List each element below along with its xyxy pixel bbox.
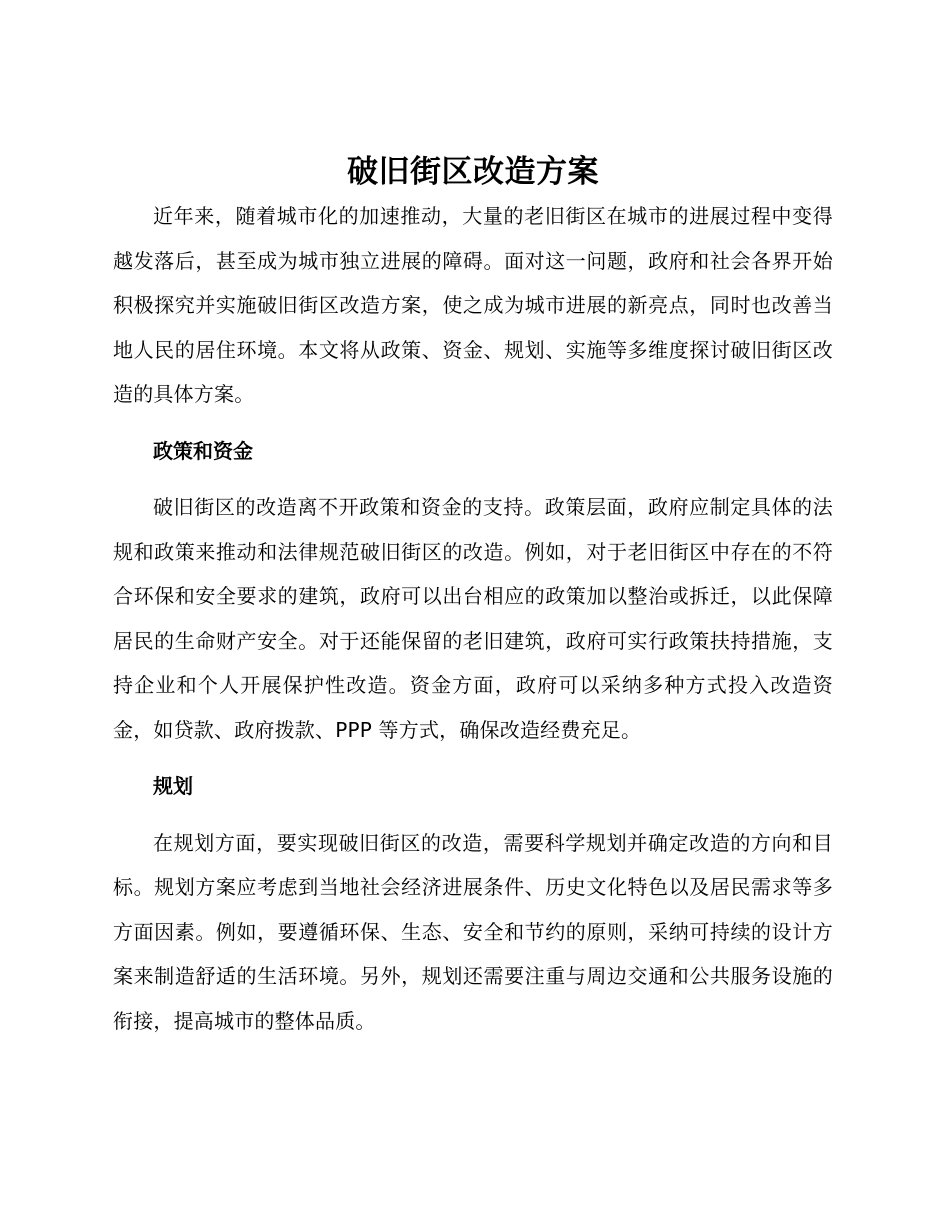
section-body-planning: 在规划方面，要实现破旧街区的改造，需要科学规划并确定改造的方向和目标。规划方案应考虑到当地社会经济进展条件、历史文化特色以及居民需求等多方面因素。例如，要遵循环保、生态、安全和节约的原则，采纳可持续的设计方案来制造舒适的生活环境。另外，规划还需要注重与周边交通和公共服务设施的衔接，提高城市的整体品质。 <box>113 830 833 1033</box>
section-gap <box>113 473 833 485</box>
document-page <box>113 150 833 1043</box>
section-gap <box>113 809 833 821</box>
section-gap <box>113 417 833 429</box>
section-gap <box>113 752 833 764</box>
section-body-policy-funding: 破旧街区的改造离不开政策和资金的支持。政策层面，政府应制定具体的法规和政策来推动和法律规范破旧街区的改造。例如，对于老旧街区中存在的不符合环保和安全要求的建筑，政府可以出台相应的政策加以整治或拆迁，以此保障居民的生命财产安全。对于还能保留的老旧建筑，政府可实行政策扶持措施，支持企业和个人开展保护性改造。资金方面，政府可以采纳多种方式投入改造资金，如贷款、政府拨款、PPP 等方式，确保改造经费充足。 <box>113 495 833 742</box>
section-heading-policy-funding: 政策和资金 <box>153 438 253 463</box>
document-title: 破旧街区改造方案 <box>347 154 599 190</box>
intro-paragraph: 近年来，随着城市化的加速推动，大量的老旧街区在城市的进展过程中变得越发落后，甚至成为城市独立进展的障碍。面对这一问题，政府和社会各界开始积极探究并实施破旧街区改造方案，使之成为城市进展的新亮点，同时也改善当地人民的居住环境。本文将从政策、资金、规划、实施等多维度探讨破旧街区改造的具体方案。 <box>113 204 833 406</box>
section-heading-planning: 规划 <box>153 774 193 798</box>
